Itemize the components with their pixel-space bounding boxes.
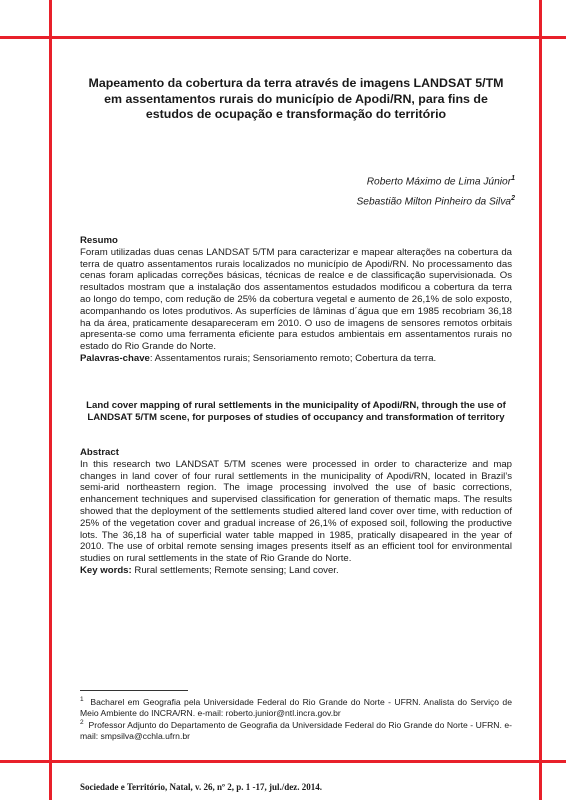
abstract-heading: Abstract	[80, 447, 119, 458]
resumo-keywords-label: Palavras-chave	[80, 352, 150, 364]
resumo-section	[80, 235, 512, 365]
author-2-footnote-mark: 2	[511, 195, 515, 202]
author-1-name: Roberto Máximo de Lima Júnior	[366, 176, 512, 188]
abstract-keywords	[80, 565, 512, 577]
abstract-section	[80, 447, 512, 577]
footnote-1-text: Bacharel em Geografia pela Universidade Federal do Rio Grande do Norte - UFRN. Analista do Serviço de Meio Ambiente do INCRA/RN. e-mail: roberto.junior@ntl.incra.gov.br	[80, 696, 512, 718]
abstract-text: In this research two LANDSAT 5/TM scenes were processed in order to characterize and map changes in land cover of four rural settlements in the municipality of Apodi/RN, located in Brazil’s semi-arid northeastern region. The image processing involved the use of basic corrections, enhancement techniques and supervised classification for generation of thematic maps. The results showed that the deployment of the settlements studied altered land cover over time, with reduction of 25% of the vegetation cover and gradual increase of 26,1% of exposed soil, following the productive lots. The 36,18 ha of superficial water table mapped in 1985, pratically disapeared in the year of 2010. The use of orbital remote sensing images presents itself as an efficient tool for environmental studies on rural settlements in the state of Rio Grande do Norte.	[80, 458, 512, 565]
footnote-1	[80, 695, 512, 718]
right-red-line	[539, 0, 542, 800]
author-2	[356, 195, 515, 207]
paper-title-portuguese: Mapeamento da cobertura da terra através de imagens LANDSAT 5/TM em assentamentos rurais do município de Apodi/RN, para fins de estudos de ocupação e transformação do território	[88, 76, 504, 121]
footnote-2	[80, 718, 512, 741]
resumo-heading: Resumo	[80, 235, 118, 246]
author-1-footnote-mark: 1	[511, 175, 515, 182]
resumo-text: Foram utilizadas duas cenas LANDSAT 5/TM para caracterizar e mapear alterações na cobertura da terra de quatro assentamentos rurais localizados no município de Apodi/RN. No processamento das cenas foram aplicadas correções básicas, técnicas de realce e de classificação supervisionada. Os resultados mostram que a instalação dos assentamentos estudados modificou a cobertura da terra ao longo do tempo, com redução de 25% da cobertura vegetal e aumento de 26,1% de solo exposto, acompanhando os lotes produtivos. As superfícies de lâminas d´água que em 1985 recobriam 36,18 ha da área, praticamente desapareceram em 2010. O uso de imagens de sensores remotos orbitais apresenta-se como uma ferramenta eficiente para estudos ambientais em assentamentos rurais no estado do Rio Grande do Norte.	[80, 246, 512, 353]
footnote-separator	[80, 690, 188, 691]
footnote-1-mark: 1	[80, 696, 84, 703]
resumo-keywords-list: : Assentamentos rurais; Sensoriamento remoto; Cobertura da terra.	[149, 352, 437, 364]
paper-title-english: Land cover mapping of rural settlements in the municipality of Apodi/RN, through the use of LANDSAT 5/TM scene, for purposes of studies of occupancy and transformation of territory	[86, 400, 506, 423]
left-red-line	[49, 0, 52, 800]
abstract-keywords-list: Rural settlements; Remote sensing; Land cover.	[131, 564, 339, 576]
top-red-line	[0, 36, 566, 39]
abstract-keywords-label: Key words:	[80, 564, 132, 576]
footnote-2-mark: 2	[80, 719, 84, 726]
author-2-name: Sebastião Milton Pinheiro da Silva	[356, 196, 512, 208]
bottom-red-line	[0, 760, 566, 763]
author-1	[367, 175, 515, 187]
journal-footer: Sociedade e Território, Natal, v. 26, nº 2, p. 1 -17, jul./dez. 2014.	[80, 782, 322, 792]
resumo-keywords	[80, 353, 512, 365]
footnote-2-text: Professor Adjunto do Departamento de Geografia da Universidade Federal do Rio Grande do Norte - UFRN. e-mail: smpsilva@cchla.ufrn.br	[80, 719, 512, 741]
